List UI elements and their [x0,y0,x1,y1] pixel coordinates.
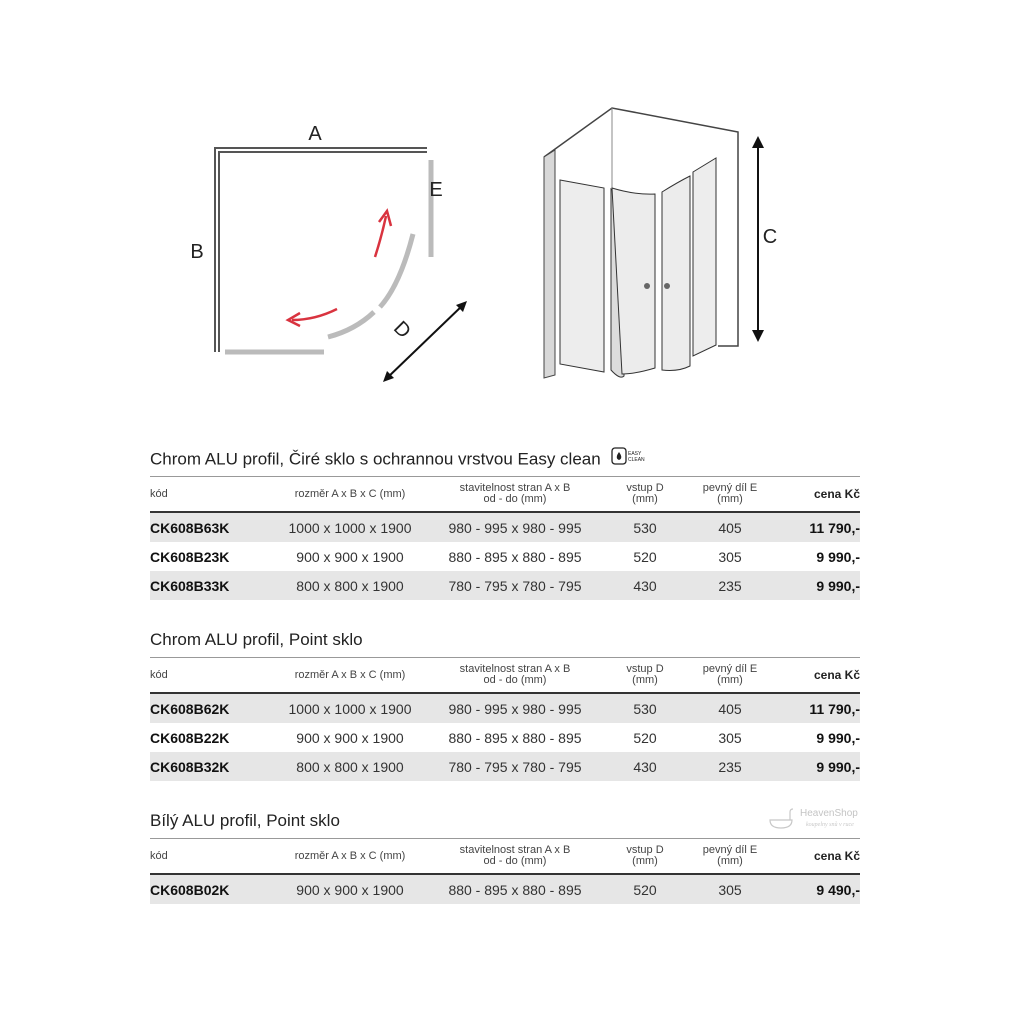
curved-door-left [328,312,374,337]
easy-clean-icon [611,446,647,474]
col-adjustability: stavitelnost stran A x B od - do (mm) [459,663,571,686]
label-b: B [190,241,204,263]
dimension-d-line [386,304,464,379]
table-header [150,839,860,875]
col-code: kód [150,487,168,500]
section-title: Bílý ALU profil, Point sklo [150,811,340,830]
perspective-view [544,108,777,378]
table-row: CK608B32K 800 x 800 x 1900 780 - 795 x 780 - 795 430 235 9 990,- [150,752,860,781]
price-table [150,838,860,904]
col-fixed-panel: pevný díl E (mm) [702,482,758,505]
label-e: E [429,179,443,201]
section-title: Chrom ALU profil, Čiré sklo s ochrannou vrstvou Easy clean EASY CLEAN [150,446,860,472]
col-dimensions: rozměr A x B x C (mm) [294,668,406,681]
label-c: C [762,226,778,248]
section-chrom-point [150,627,860,781]
wall-frame [217,150,427,352]
section-title: Chrom ALU profil, Point sklo [150,630,363,649]
col-entry: vstup D (mm) [626,844,664,867]
heavenshop-watermark [768,806,878,830]
table-row: CK608B33K 800 x 800 x 1900 780 - 795 x 780 - 795 430 235 9 990,- [150,571,860,600]
door-handle-left [644,283,650,289]
curved-door-glass-right [662,176,690,371]
plan-view [190,123,467,382]
open-arrow-up [375,216,386,257]
section-white-point [150,808,860,904]
table-row: CK608B23K 900 x 900 x 1900 880 - 895 x 880 - 895 520 305 9 990,- [150,548,860,565]
price-table [150,657,860,781]
col-adjustability: stavitelnost stran A x B od - do (mm) [459,482,571,505]
left-wall-profile [544,150,555,378]
badge-line-2: CLEAN [628,457,646,463]
col-dimensions: rozměr A x B x C (mm) [294,487,406,500]
door-handle-right [664,283,670,289]
col-dimensions: rozměr A x B x C (mm) [294,849,406,862]
bathtub-icon [770,820,792,828]
table-row: CK608B22K 900 x 900 x 1900 880 - 895 x 880 - 895 520 305 9 990,- [150,729,860,746]
col-adjustability: stavitelnost stran A x B od - do (mm) [459,844,571,867]
col-price: cena Kč [813,848,860,863]
col-code: kód [150,668,168,681]
fixed-glass-right [693,158,716,356]
product-diagrams [0,0,1024,420]
diagram-svg [0,0,1024,420]
col-price: cena Kč [813,486,860,501]
table-header [150,477,860,513]
section-easy-clean [150,446,860,600]
col-fixed-panel: pevný díl E (mm) [702,663,758,686]
col-code: kód [150,849,168,862]
curved-door-right [380,234,413,307]
col-fixed-panel: pevný díl E (mm) [702,844,758,867]
price-table [150,476,860,600]
label-d: D [389,317,415,343]
table-row: CK608B63K 1000 x 1000 x 1900 980 - 995 x 980 - 995 530 405 11 790,- [150,512,860,542]
col-price: cena Kč [813,667,860,682]
watermark-tagline: koupelny snů v ruce [806,822,854,828]
table-row: CK608B02K 900 x 900 x 1900 880 - 895 x 880 - 895 520 305 9 490,- [150,874,860,904]
label-a: A [308,123,322,145]
fixed-glass-left [560,180,604,372]
col-entry: vstup D (mm) [626,663,664,686]
badge-line-1: EASY [628,451,642,457]
watermark-brand: HeavenShop [800,808,858,819]
col-entry: vstup D (mm) [626,482,664,505]
table-row: CK608B62K 1000 x 1000 x 1900 980 - 995 x 980 - 995 530 405 11 790,- [150,693,860,723]
table-header [150,658,860,694]
